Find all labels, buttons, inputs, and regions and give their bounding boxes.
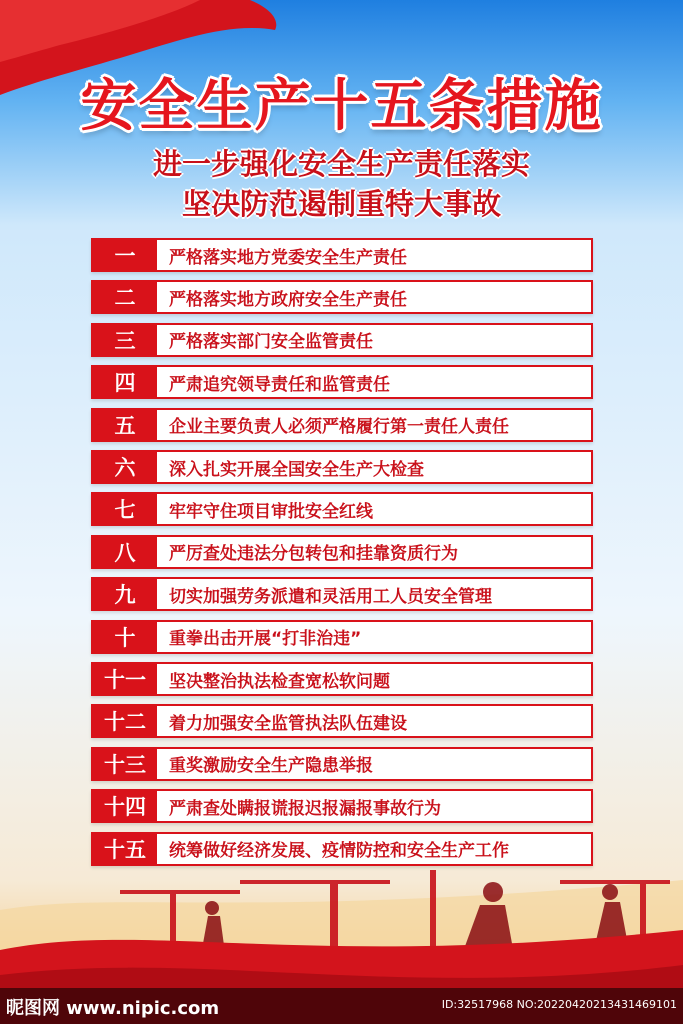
measure-text: 坚决整治执法检查宽松软问题 — [169, 671, 390, 692]
measure-number: 十一 — [93, 664, 157, 694]
measure-number: 十三 — [93, 749, 157, 779]
measure-text: 深入扎实开展全国安全生产大检查 — [169, 459, 424, 480]
measure-item — [91, 789, 593, 823]
measure-number: 九 — [93, 579, 157, 609]
watermark-logo: 昵图网 www.nipic.com — [6, 998, 220, 1019]
watermark-id: ID:32517968 NO:20220420213431469101 — [441, 998, 677, 1011]
measure-text: 严厉查处违法分包转包和挂靠资质行为 — [169, 544, 458, 565]
measure-item — [91, 365, 593, 399]
measure-number: 十二 — [93, 706, 157, 736]
measure-number: 三 — [93, 325, 157, 355]
measure-number: 四 — [93, 367, 157, 397]
subtitle-line-2: 坚决防范遏制重特大事故 — [181, 187, 501, 221]
measure-item — [91, 408, 593, 442]
measure-text: 严格落实地方政府安全生产责任 — [169, 289, 407, 310]
measure-item — [91, 535, 593, 569]
measure-number: 六 — [93, 452, 157, 482]
measure-text: 牢牢守住项目审批安全红线 — [169, 501, 373, 522]
measure-text: 严格落实部门安全监管责任 — [169, 332, 373, 353]
measure-text: 统筹做好经济发展、疫情防控和安全生产工作 — [169, 841, 509, 862]
measure-item — [91, 620, 593, 654]
measure-text: 企业主要负责人必须严格履行第一责任人责任 — [169, 417, 509, 438]
measure-text: 严肃追究领导责任和监管责任 — [169, 374, 390, 395]
subtitle-line-1: 进一步强化安全生产责任落实 — [152, 147, 530, 181]
measure-number: 一 — [93, 240, 157, 270]
measure-number: 八 — [93, 537, 157, 567]
measure-item — [91, 662, 593, 696]
measure-item — [91, 323, 593, 357]
measure-text: 严格落实地方党委安全生产责任 — [169, 247, 407, 268]
page-title: 安全生产十五条措施 — [80, 74, 603, 139]
measure-number: 十四 — [93, 791, 157, 821]
measure-number: 十五 — [93, 834, 157, 864]
measure-item — [91, 747, 593, 781]
measure-text: 重奖激励安全生产隐患举报 — [169, 756, 373, 777]
measure-item — [91, 492, 593, 526]
measure-item — [91, 704, 593, 738]
measure-number: 十 — [93, 622, 157, 652]
measure-number: 七 — [93, 494, 157, 524]
measure-item — [91, 450, 593, 484]
measure-number: 五 — [93, 410, 157, 440]
measure-text: 切实加强劳务派遣和灵活用工人员安全管理 — [169, 586, 492, 607]
measure-text: 着力加强安全监管执法队伍建设 — [169, 713, 407, 734]
measure-item — [91, 238, 593, 272]
measure-item — [91, 280, 593, 314]
measure-text: 重拳出击开展“打非治违” — [169, 629, 362, 650]
measure-number: 二 — [93, 282, 157, 312]
measure-text: 严肃查处瞒报谎报迟报漏报事故行为 — [169, 798, 441, 819]
measure-item — [91, 577, 593, 611]
